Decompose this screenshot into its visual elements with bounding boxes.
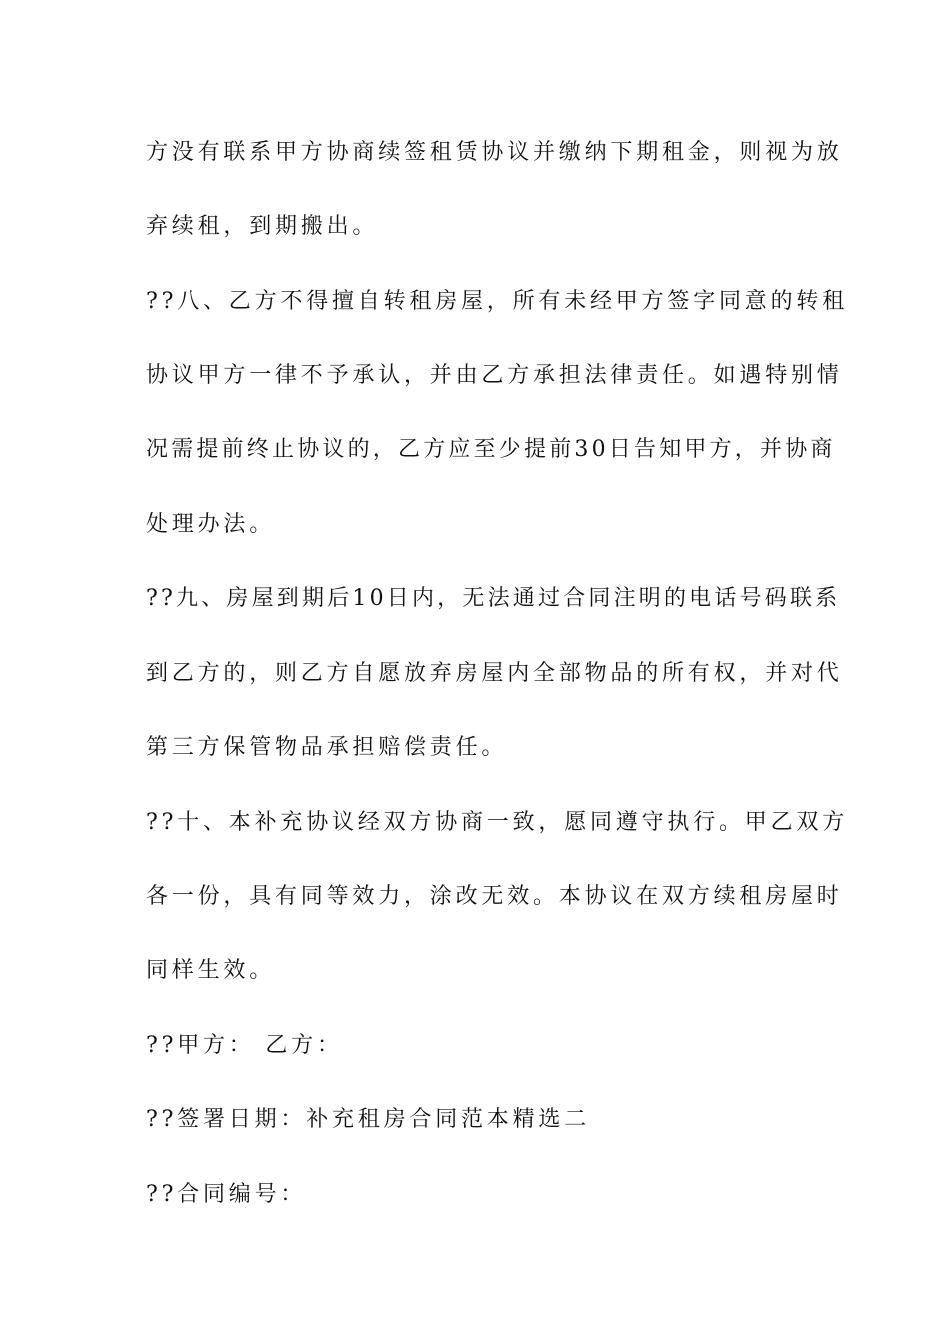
clause-10-line-3: 同样生效。 — [146, 958, 276, 983]
clause-10-line-2: 各一份，具有同等效力，涂改无效。本协议在双方续租房屋时 — [146, 884, 843, 909]
clause-10-line-1: ??十、本补充协议经双方协商一致，愿同遵守执行。甲乙双方 — [146, 810, 848, 835]
clause-9-line-2: 到乙方的，则乙方自愿放弃房屋内全部物品的所有权，并对代 — [146, 661, 843, 686]
signing-date-line: ??签署日期：补充租房合同范本精选二 — [146, 1107, 590, 1132]
clause-8-line-1: ??八、乙方不得擅自转租房屋，所有未经甲方签字同意的转租 — [146, 289, 848, 314]
clause-9-line-3: 第三方保管物品承担赔偿责任。 — [146, 735, 508, 760]
clause-8-line-4: 处理办法。 — [146, 512, 276, 537]
clause-7-continuation-line-1: 方没有联系甲方协商续签租赁协议并缴纳下期租金，则视为放 — [146, 140, 843, 165]
clause-8-line-3: 况需提前终止协议的，乙方应至少提前30日告知甲方，并协商 — [146, 437, 836, 462]
party-signature-line: ??甲方： 乙方： — [146, 1033, 343, 1058]
clause-9-line-1: ??九、房屋到期后10日内，无法通过合同注明的电话号码联系 — [146, 586, 841, 611]
clause-8-line-2: 协议甲方一律不予承认，并由乙方承担法律责任。如遇特别情 — [146, 363, 843, 388]
clause-7-continuation-line-2: 弃续租，到期搬出。 — [146, 214, 379, 239]
contract-number-line: ??合同编号： — [146, 1182, 307, 1207]
